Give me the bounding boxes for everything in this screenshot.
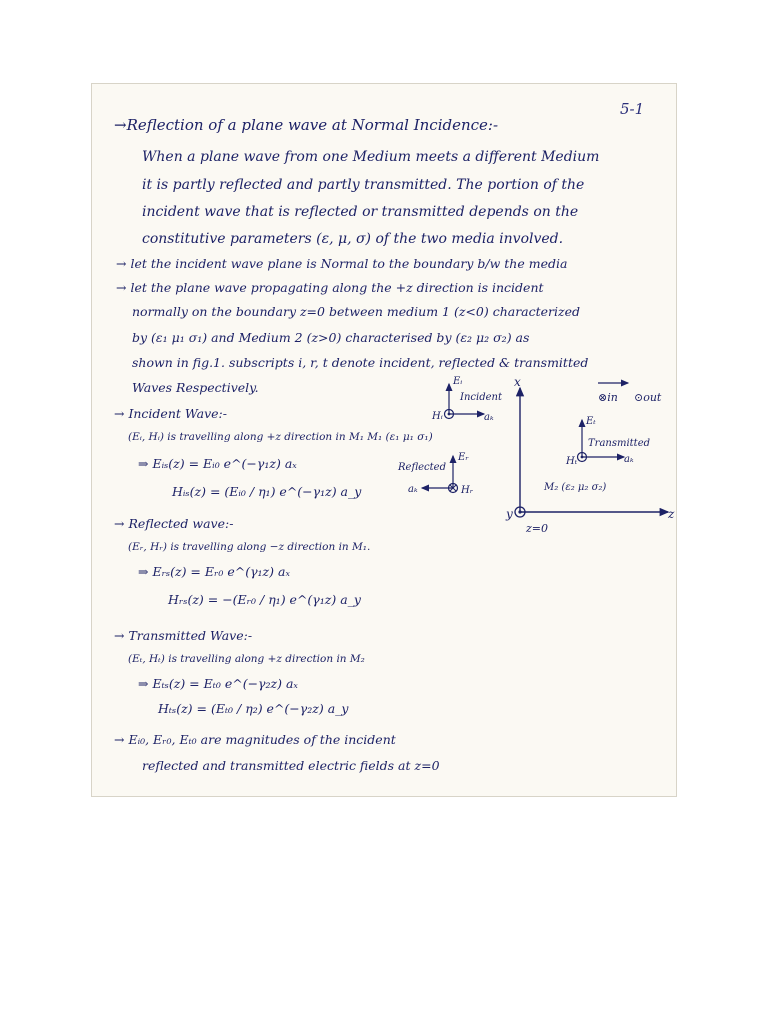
point-line: → let the plane wave propagating along the +z direction is incident (116, 280, 544, 295)
page-number: 5-1 (620, 100, 645, 118)
reflected-equation-e: ⇒ Eᵣₛ(z) = Eᵣ₀ e^(γ₁z) aₓ (138, 564, 290, 579)
incident-a-label: aₖ (484, 412, 494, 423)
boundary-label: z=0 (526, 522, 549, 535)
y-axis-label: y (506, 507, 513, 521)
reflected-h-label: Hᵣ (461, 485, 474, 496)
medium2-label: M₂ (ε₂ μ₂ σ₂) (544, 482, 607, 493)
reflected-diagram-label: Reflected (398, 462, 446, 473)
transmitted-a-label: aₖ (624, 454, 634, 465)
reflected-a-label: aₖ (408, 484, 418, 495)
incident-equation-h: Hᵢₛ(z) = (Eᵢ₀ / η₁) e^(−γ₁z) a_y (172, 484, 362, 499)
transmitted-equation-e: ⇒ Eₜₛ(z) = Eₜ₀ e^(−γ₂z) aₓ (138, 676, 298, 691)
reflected-equation-h: Hᵣₛ(z) = −(Eᵣ₀ / η₁) e^(γ₁z) a_y (168, 592, 361, 607)
reflected-heading: → Reflected wave:- (114, 516, 234, 531)
incident-line: (Eᵢ, Hᵢ) is travelling along +z direction in M₁ M₁ (ε₁ μ₁ σ₁) (128, 431, 433, 443)
paragraph-line: constitutive parameters (ε, μ, σ) of the two media involved. (142, 231, 564, 247)
point-line: → let the incident wave plane is Normal to the boundary b/w the media (116, 256, 568, 271)
point-line: normally on the boundary z=0 between medium 1 (z<0) characterized (132, 304, 581, 319)
incident-heading: → Incident Wave:- (114, 406, 227, 421)
transmitted-h-label: Hₜ (566, 456, 578, 467)
paragraph-line: When a plane wave from one Medium meets a different Medium (142, 149, 600, 165)
legend-out: ⊙out (634, 391, 662, 404)
reflected-line: (Eᵣ, Hᵣ) is travelling along −z direction in M₁. (128, 541, 371, 553)
paragraph-line: it is partly reflected and partly transmitted. The portion of the (142, 177, 585, 193)
closing-line: → Eᵢ₀, Eᵣ₀, Eₜ₀ are magnitudes of the incident (114, 732, 396, 747)
transmitted-e-label: Eₜ (586, 416, 596, 427)
point-line: Waves Respectively. (132, 380, 259, 395)
incident-e-label: Eᵢ (453, 376, 463, 387)
closing-line: reflected and transmitted electric fields at z=0 (142, 758, 440, 773)
point-line: by (ε₁ μ₁ σ₁) and Medium 2 (z>0) characterised by (ε₂ μ₂ σ₂) as (132, 330, 530, 345)
section-title: →Reflection of a plane wave at Normal Incidence:- (114, 116, 499, 134)
incident-h-label: Hᵢ (432, 411, 443, 422)
incident-equation-e: ⇒ Eᵢₛ(z) = Eᵢ₀ e^(−γ₁z) aₓ (138, 456, 297, 471)
paragraph-line: incident wave that is reflected or transmitted depends on the (142, 204, 579, 220)
reflected-e-label: Eᵣ (458, 452, 469, 463)
transmitted-equation-h: Hₜₛ(z) = (Eₜ₀ / η₂) e^(−γ₂z) a_y (158, 701, 349, 716)
z-axis-label: z (668, 507, 675, 521)
transmitted-diagram-label: Transmitted (588, 438, 651, 449)
transmitted-heading: → Transmitted Wave:- (114, 628, 253, 643)
transmitted-line: (Eₜ, Hₜ) is travelling along +z direction in M₂ (128, 653, 365, 665)
x-axis-label: x (514, 375, 521, 389)
incident-diagram-label: Incident (460, 392, 502, 403)
legend-in: ⊗in (598, 391, 618, 404)
point-line: shown in fig.1. subscripts i, r, t denote incident, reflected & transmitted (132, 355, 589, 370)
